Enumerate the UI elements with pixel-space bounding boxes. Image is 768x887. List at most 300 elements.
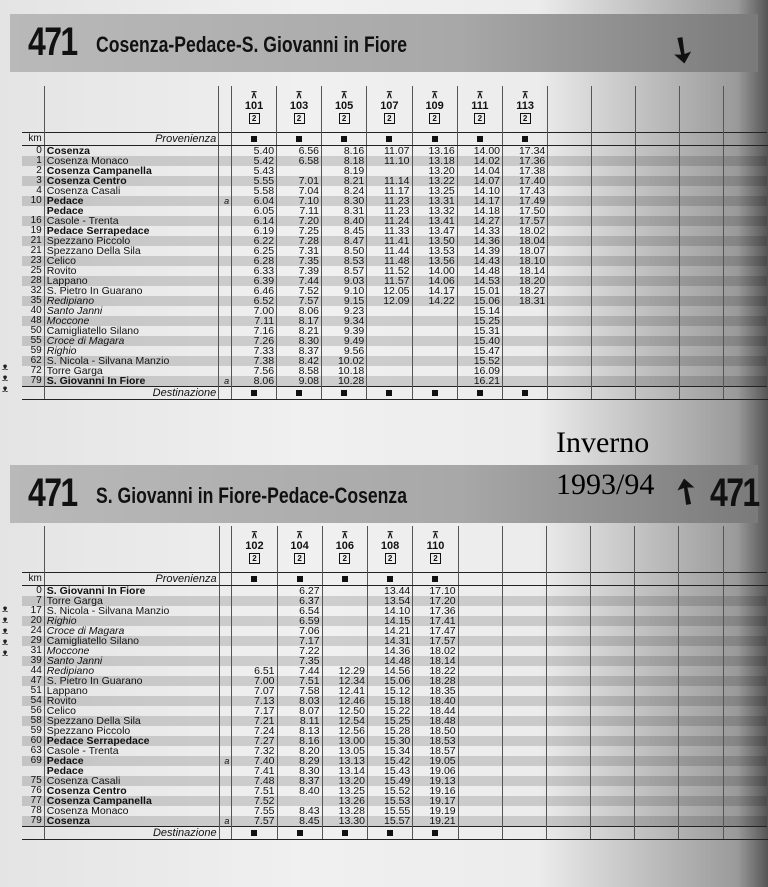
empty-cell (546, 616, 590, 626)
stop-time: 18.04 (503, 236, 548, 246)
km-label: km (22, 133, 44, 146)
header-station-blank (44, 526, 219, 573)
stop-time: 17.34 (503, 146, 548, 157)
stop-time: 12.50 (322, 706, 367, 716)
stop-km: 40 (22, 306, 44, 316)
empty-cell (546, 586, 590, 597)
table-row (22, 316, 768, 326)
empty-cell (502, 626, 546, 636)
provenienza-cell (502, 573, 546, 586)
empty-cell (592, 186, 636, 196)
stop-name: Cosenza Centro (44, 786, 219, 796)
stop-time: 11.17 (367, 186, 412, 196)
class-badge: 2 (474, 113, 485, 124)
stop-time: 15.53 (367, 796, 412, 806)
stop-time: 13.56 (412, 256, 457, 266)
stop-time (367, 346, 412, 356)
empty-cell (458, 806, 502, 816)
train-header (232, 526, 277, 573)
class-badge: 2 (520, 113, 531, 124)
stop-km (22, 766, 44, 776)
stop-time: 18.44 (413, 706, 458, 716)
empty-cell (723, 246, 767, 256)
stop-time (367, 356, 412, 366)
empty-cell (679, 736, 723, 746)
stop-time: 14.31 (367, 636, 412, 646)
class-badge: 2 (430, 553, 441, 564)
stop-time: 17.40 (503, 176, 548, 186)
stop-time: 8.16 (322, 146, 367, 157)
stop-time: 14.27 (457, 216, 502, 226)
stop-time: 9.10 (322, 286, 367, 296)
empty-cell (680, 296, 724, 306)
train-header (413, 526, 458, 573)
empty-cell (502, 706, 546, 716)
empty-cell (546, 806, 590, 816)
empty-cell (723, 306, 767, 316)
empty-cell (679, 596, 723, 606)
stop-name: Moccone (44, 316, 219, 326)
destinazione-cell (723, 387, 767, 400)
square-marker-icon (387, 830, 393, 836)
stop-km: 3 (22, 176, 44, 186)
empty-cell (679, 666, 723, 676)
table-row (22, 806, 768, 816)
stop-time (367, 166, 412, 176)
empty-cell (635, 666, 679, 676)
stop-km: 1 (22, 156, 44, 166)
stop-time: 15.55 (367, 806, 412, 816)
square-marker-icon (432, 830, 438, 836)
stop-time: 6.58 (277, 156, 322, 166)
empty-cell (723, 356, 767, 366)
direction-arrow-icon: ➘ (659, 26, 705, 74)
empty-cell (723, 596, 767, 606)
stop-time: 16.09 (457, 366, 502, 376)
destinazione-cell (546, 827, 590, 840)
empty-cell (592, 246, 636, 256)
stop-name: Spezzano Della Sila (44, 716, 219, 726)
stop-arrival-flag (219, 766, 232, 776)
stop-time: 11.41 (367, 236, 412, 246)
empty-cell (635, 706, 679, 716)
table-row (22, 656, 768, 666)
empty-cell (679, 606, 723, 616)
stop-time: 8.19 (322, 166, 367, 176)
stop-time: 6.19 (232, 226, 277, 236)
stop-time: 14.04 (457, 166, 502, 176)
empty-cell (723, 746, 767, 756)
stop-arrival-flag (219, 706, 232, 716)
stop-time (503, 366, 548, 376)
stop-arrival-flag (219, 366, 232, 376)
stop-time (277, 166, 322, 176)
table-row (22, 646, 768, 656)
destinazione-cell (367, 827, 412, 840)
stop-name: Pedace Serrapedace (44, 736, 219, 746)
stop-km: 55 (22, 336, 44, 346)
stop-time: 7.52 (277, 286, 322, 296)
stop-time (322, 656, 367, 666)
class-badge: 2 (429, 113, 440, 124)
stop-time (367, 336, 412, 346)
stop-time (322, 586, 367, 597)
empty-cell (723, 736, 767, 746)
timetable-return (22, 526, 768, 840)
stop-name: Pedace Serrapedace (44, 226, 219, 236)
empty-cell (458, 766, 502, 776)
class-badge: 2 (249, 113, 260, 124)
empty-cell (458, 686, 502, 696)
empty-cell (592, 296, 636, 306)
stop-time: 7.00 (232, 306, 277, 316)
empty-cell (680, 196, 724, 206)
empty-cell (680, 236, 724, 246)
stop-time: 14.33 (457, 226, 502, 236)
stop-time: 8.40 (322, 216, 367, 226)
stop-time: 11.48 (367, 256, 412, 266)
provenienza-cell (412, 133, 457, 146)
margin-marks-icon: ᴥ ᴥ ᴥ (2, 362, 9, 395)
empty-cell (723, 696, 767, 706)
table-row (22, 296, 768, 306)
empty-cell (635, 636, 679, 646)
header-km-blank (22, 86, 44, 133)
table-row (22, 796, 768, 806)
stop-km: 58 (22, 716, 44, 726)
empty-cell (546, 706, 590, 716)
stop-time: 5.43 (232, 166, 277, 176)
destinazione-cell (503, 387, 548, 400)
stop-time: 14.10 (457, 186, 502, 196)
stop-time: 11.14 (367, 176, 412, 186)
empty-cell (723, 286, 767, 296)
provenienza-cell (548, 133, 592, 146)
stop-arrival-flag (219, 636, 232, 646)
empty-cell (680, 356, 724, 366)
empty-cell (548, 166, 592, 176)
empty-cell (502, 806, 546, 816)
stop-time: 19.13 (413, 776, 458, 786)
provenienza-cell (679, 573, 723, 586)
stop-time: 7.35 (277, 656, 322, 666)
stop-time: 7.20 (277, 216, 322, 226)
stop-time: 7.51 (277, 676, 322, 686)
stop-time: 10.18 (322, 366, 367, 376)
table-row (22, 616, 768, 626)
stop-time: 14.00 (412, 266, 457, 276)
header-ad-blank (219, 86, 232, 133)
empty-cell (723, 816, 767, 827)
stop-km: 10 (22, 196, 44, 206)
stop-time: 8.30 (322, 196, 367, 206)
table-row (22, 216, 768, 226)
stop-time: 18.07 (503, 246, 548, 256)
train-header (322, 86, 367, 133)
stop-time: 14.43 (457, 256, 502, 266)
empty-cell (636, 156, 680, 166)
stop-time: 8.06 (232, 376, 277, 387)
empty-cell (723, 656, 767, 666)
empty-cell (502, 716, 546, 726)
empty-cell (458, 676, 502, 686)
empty-cell (679, 586, 723, 597)
stop-time: 18.57 (413, 746, 458, 756)
stop-time: 8.47 (322, 236, 367, 246)
empty-cell (458, 616, 502, 626)
stop-name: Cosenza Centro (44, 176, 219, 186)
stop-km: 77 (22, 796, 44, 806)
empty-cell (636, 336, 680, 346)
empty-cell (502, 786, 546, 796)
stop-arrival-flag (219, 596, 232, 606)
empty-cell (546, 796, 590, 806)
stop-km: 23 (22, 256, 44, 266)
empty-cell (592, 216, 636, 226)
empty-cell (591, 706, 635, 716)
empty-cell (548, 266, 592, 276)
stop-time: 9.39 (322, 326, 367, 336)
empty-cell (458, 656, 502, 666)
empty-cell (458, 756, 502, 766)
stop-time: 18.14 (503, 266, 548, 276)
stop-km: 72 (22, 366, 44, 376)
stop-time: 15.30 (367, 736, 412, 746)
square-marker-icon (251, 830, 257, 836)
empty-cell (591, 666, 635, 676)
line-title: S. Giovanni in Fiore-Pedace-Cosenza (96, 483, 408, 508)
stop-name: Cosenza Monaco (44, 156, 219, 166)
empty-cell (546, 786, 590, 796)
stop-time: 5.55 (232, 176, 277, 186)
stop-arrival-flag (219, 266, 232, 276)
empty-cell (502, 596, 546, 606)
stop-arrival-flag (219, 156, 232, 166)
empty-cell (458, 796, 502, 806)
table-row (22, 286, 768, 296)
stop-time: 15.57 (367, 816, 412, 827)
train-number: 103 (289, 100, 309, 112)
stop-name: Cosenza (44, 816, 219, 827)
provenienza-cell (367, 573, 412, 586)
stop-name: Righio (44, 616, 219, 626)
stop-time: 8.06 (277, 306, 322, 316)
stop-time (412, 376, 457, 387)
empty-cell (458, 636, 502, 646)
stop-time: 8.45 (322, 226, 367, 236)
empty-cell (680, 216, 724, 226)
stop-time (503, 306, 548, 316)
empty-cell (502, 756, 546, 766)
table-row (22, 816, 768, 827)
stop-time: 17.57 (413, 636, 458, 646)
stop-time: 15.22 (367, 706, 412, 716)
stop-time: 15.06 (367, 676, 412, 686)
stop-time: 17.20 (413, 596, 458, 606)
empty-cell (548, 296, 592, 306)
stop-time: 7.51 (232, 786, 277, 796)
empty-cell (679, 806, 723, 816)
stop-name: Pedace (44, 766, 219, 776)
destinazione-cell (592, 387, 636, 400)
stop-time: 8.43 (277, 806, 322, 816)
stop-arrival-flag (219, 786, 232, 796)
square-marker-icon (342, 830, 348, 836)
stop-time: 5.42 (232, 156, 277, 166)
train-header (457, 86, 502, 133)
destinazione-cell (635, 827, 679, 840)
stop-time: 8.24 (322, 186, 367, 196)
table-row (22, 596, 768, 606)
stop-km: 44 (22, 666, 44, 676)
empty-cell (502, 606, 546, 616)
stop-time: 13.30 (322, 816, 367, 827)
stop-name: S. Pietro In Guarano (44, 676, 219, 686)
class-badge: 2 (294, 113, 305, 124)
stop-time: 7.17 (277, 636, 322, 646)
destinazione-cell (680, 387, 724, 400)
stop-time: 7.21 (232, 716, 277, 726)
stop-name: Cosenza Casali (44, 186, 219, 196)
stop-time: 6.52 (232, 296, 277, 306)
stop-time: 7.17 (232, 706, 277, 716)
empty-cell (635, 806, 679, 816)
stop-km: 50 (22, 326, 44, 336)
stop-time: 13.13 (322, 756, 367, 766)
stop-time: 9.34 (322, 316, 367, 326)
stop-arrival-flag: a (219, 376, 232, 387)
square-marker-icon (386, 136, 392, 142)
empty-cell (723, 716, 767, 726)
stop-time: 14.18 (457, 206, 502, 216)
stop-arrival-flag (219, 646, 232, 656)
stop-time: 7.11 (232, 316, 277, 326)
empty-cell (635, 776, 679, 786)
stop-time: 13.54 (367, 596, 412, 606)
empty-cell (635, 606, 679, 616)
empty-cell (723, 686, 767, 696)
stop-time: 13.20 (322, 776, 367, 786)
empty-cell (548, 156, 592, 166)
stop-time: 6.22 (232, 236, 277, 246)
train-number: 104 (290, 540, 309, 552)
table-row (22, 146, 768, 157)
stop-arrival-flag (219, 796, 232, 806)
empty-cell (680, 176, 724, 186)
stop-arrival-flag (219, 226, 232, 236)
stop-time: 7.52 (232, 796, 277, 806)
stop-time (412, 326, 457, 336)
table-row (22, 706, 768, 716)
stop-name: Croce di Magara (44, 626, 219, 636)
empty-cell (548, 326, 592, 336)
empty-cell (679, 686, 723, 696)
stop-time: 6.46 (232, 286, 277, 296)
stop-arrival-flag (219, 806, 232, 816)
provenienza-cell (503, 133, 548, 146)
stop-time: 14.10 (367, 606, 412, 616)
empty-cell (458, 646, 502, 656)
empty-cell (546, 596, 590, 606)
destinazione-cell (502, 827, 546, 840)
empty-cell (592, 156, 636, 166)
stop-time: 18.48 (413, 716, 458, 726)
header-ad-blank (219, 526, 232, 573)
table-row (22, 246, 768, 256)
stop-time (232, 596, 277, 606)
empty-cell (680, 286, 724, 296)
empty-cell (458, 606, 502, 616)
stop-name: Pedace (44, 196, 219, 206)
empty-cell (592, 336, 636, 346)
empty-cell (592, 146, 636, 157)
stop-time: 13.16 (412, 146, 457, 157)
stop-time (367, 326, 412, 336)
empty-cell (502, 776, 546, 786)
train-icon: ⊼ (431, 90, 438, 100)
stop-time: 15.47 (457, 346, 502, 356)
stop-time: 7.38 (232, 356, 277, 366)
train-header (546, 526, 590, 573)
stop-time: 7.39 (277, 266, 322, 276)
stop-time: 19.17 (413, 796, 458, 806)
stop-time: 14.39 (457, 246, 502, 256)
empty-cell (502, 746, 546, 756)
table-row (22, 196, 768, 206)
stop-time: 8.42 (277, 356, 322, 366)
empty-cell (458, 596, 502, 606)
stop-name: S. Giovanni In Fiore (44, 376, 219, 387)
empty-cell (723, 346, 767, 356)
destinazione-cell (277, 387, 322, 400)
stop-km: 32 (22, 286, 44, 296)
empty-cell (548, 146, 592, 157)
stop-time: 17.47 (413, 626, 458, 636)
empty-cell (635, 786, 679, 796)
train-header (412, 86, 457, 133)
line-number: 471 (28, 471, 77, 515)
empty-cell (546, 746, 590, 756)
empty-cell (546, 736, 590, 746)
empty-cell (458, 736, 502, 746)
stop-time: 18.02 (413, 646, 458, 656)
empty-cell (502, 676, 546, 686)
empty-cell (679, 706, 723, 716)
stop-time: 12.41 (322, 686, 367, 696)
empty-cell (723, 186, 767, 196)
stop-name: Righio (44, 346, 219, 356)
empty-cell (546, 636, 590, 646)
stop-arrival-flag (219, 776, 232, 786)
stop-time: 8.03 (277, 696, 322, 706)
line-number-right: 471 (710, 471, 759, 515)
train-header (322, 526, 367, 573)
empty-cell (635, 726, 679, 736)
train-icon: ⊼ (386, 530, 394, 540)
stop-time: 17.57 (503, 216, 548, 226)
stop-name: Pedace (44, 756, 219, 766)
empty-cell (546, 766, 590, 776)
empty-cell (591, 726, 635, 736)
stop-time: 6.56 (277, 146, 322, 157)
empty-cell (636, 376, 680, 387)
stop-name: Camigliatello Silano (44, 326, 219, 336)
empty-cell (592, 286, 636, 296)
empty-cell (679, 756, 723, 766)
empty-cell (636, 176, 680, 186)
stop-time (503, 316, 548, 326)
stop-km: 69 (22, 756, 44, 766)
